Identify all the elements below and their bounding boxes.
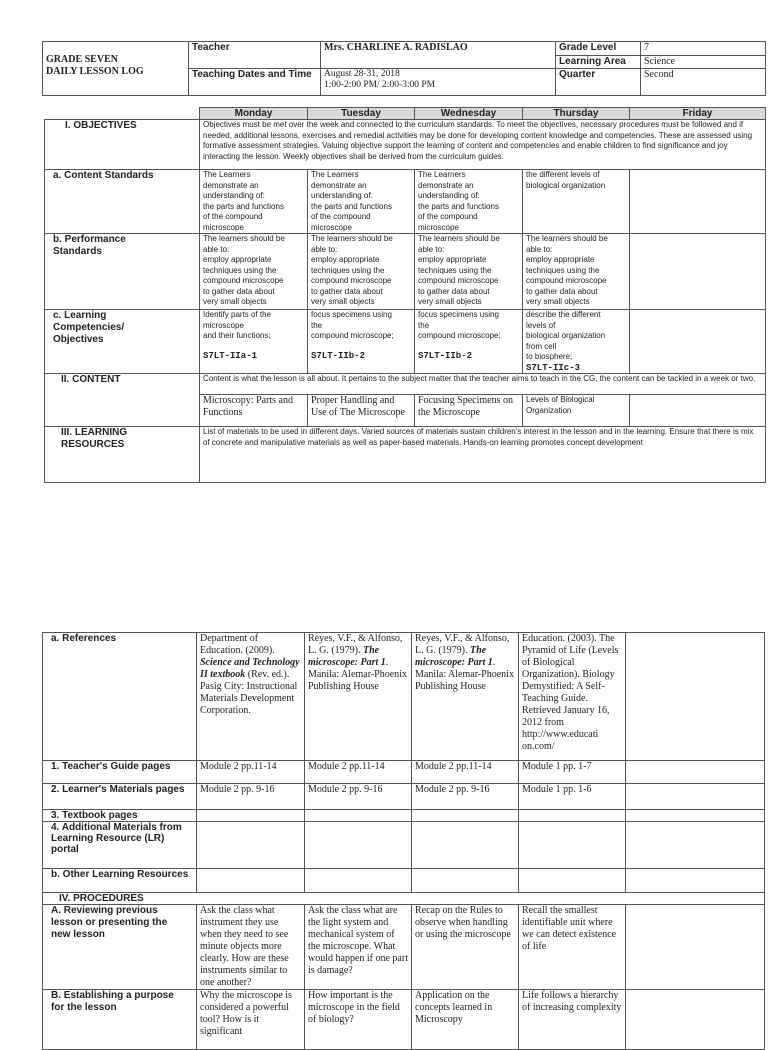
objectives-text: Objectives must be met over the week and connected to the curriculum standards. To meet the objectives, necessary procedures must be followed and if needed, additional lessons, exercises and remedial activities may be done for developing content knowledge and competencies. These are assessed using formative assessment strategies. Valuing objective support the learning of content and competencies and enable children to find significance and joy interacting the lesson. Weekly objectives shall be derived from the curriculum guides. [200, 120, 766, 170]
empty-cell [412, 822, 519, 869]
teachers-guide-cell: Module 2 pp.11-14 [412, 761, 519, 784]
content-topic-cell: Microscopy: Parts and Functions [200, 395, 308, 427]
log-title: DAILY LESSON LOG [46, 66, 144, 77]
content-standard-cell: The Learners demonstrate an understanding of: the parts and functions of the compound microscope [308, 170, 415, 234]
content-topic-cell: Proper Handling and Use of The Microscope [308, 395, 415, 427]
establishing-cell: How important is the microscope in the field of biology? [305, 990, 412, 1050]
day-friday: Friday [630, 108, 766, 120]
dates-cell [321, 69, 556, 96]
empty-cell [519, 869, 626, 893]
learners-label: 2. Learner's Materials pages [43, 784, 197, 810]
empty-cell [626, 822, 765, 869]
content-standard-cell [630, 170, 766, 234]
teachers-guide-cell: Module 1 pp. 1-7 [519, 761, 626, 784]
competency-text: describe the different levels of biological organization from cell to biosphere; [526, 310, 606, 361]
empty-cell [305, 869, 412, 893]
school-title: GRADE SEVEN [46, 54, 118, 65]
reference-text: Education. (2003). The Pyramid of Life (Levels of Biological Organization). Biology Demystified: A Self-Teaching Guide. Retrieved January 16, 2012 from http://www.educati on.com/ [522, 633, 619, 752]
learners-cell [626, 784, 765, 810]
day-header-blank [45, 108, 200, 120]
procedures-label: IV. PROCEDURES [43, 893, 765, 905]
competency-code: S7LT-IIb-2 [311, 350, 366, 361]
competency-code: S7LT-IIb-2 [418, 350, 473, 361]
content-topic-cell: Focusing Specimens on the Microscope [415, 395, 523, 427]
establishing-cell [626, 990, 765, 1050]
reviewing-cell: Ask the class what instrument they use when they need to see minute objects more clearly. How are these instruments similar to one another? [197, 905, 305, 990]
dates-label: Teaching Dates and Time [189, 69, 321, 96]
content-label: II. CONTENT [45, 374, 200, 427]
teachers-guide-cell [626, 761, 765, 784]
dates-value: August 28-31, 2018 [324, 69, 400, 79]
content-topic-cell [630, 395, 766, 427]
performance-cell: The learners should be able to: employ appropriate techniques using the compound microscope to gather data about very small objects [415, 234, 523, 310]
additional-materials-label: 4. Additional Materials from Learning Resource (LR) portal [43, 822, 197, 869]
competency-text: focus specimens using the compound microscope; [418, 310, 501, 340]
empty-cell [305, 810, 412, 822]
empty-cell [519, 822, 626, 869]
learners-cell: Module 2 pp. 9-16 [305, 784, 412, 810]
establishing-label: B. Establishing a purpose for the lesson [43, 990, 197, 1050]
content-standard-cell: The Learners demonstrate an understanding of: the parts and functions of the compound microscope [200, 170, 308, 234]
reviewing-cell: Recap on the Rules to observe when handling or using the microscope [412, 905, 519, 990]
performance-cell: The learners should be able to: employ appropriate techniques using the compound microscope to gather data about very small objects [308, 234, 415, 310]
competency-cell [630, 310, 766, 374]
competency-code: S7LT-IIc-3 [526, 362, 581, 373]
empty-cell [197, 810, 305, 822]
empty-cell [305, 822, 412, 869]
empty-cell [626, 810, 765, 822]
content-text: Content is what the lesson is all about. It pertains to the subject matter that the teacher aims to teach in the CG, the content can be tackled in a week or two. [200, 374, 766, 395]
quarter-label: Quarter [556, 69, 641, 96]
teachers-guide-cell: Module 2 pp.11-14 [305, 761, 412, 784]
reference-tail: . Manila: Alemar-Phoenix Publishing House [415, 657, 514, 692]
content-topic-cell: Levels of Biological Organization [523, 395, 630, 427]
empty-cell [412, 810, 519, 822]
content-standards-label: a. Content Standards [45, 170, 200, 234]
empty-cell [519, 810, 626, 822]
reference-text: Reyes, V.F., & Alfonso, L. G. (1979). [415, 633, 510, 656]
competency-cell [308, 310, 415, 374]
learners-cell: Module 1 pp. 1-6 [519, 784, 626, 810]
time-value: 1:00-2:00 PM/ 2:00-3:00 PM [324, 80, 436, 90]
competency-text: focus specimens using the compound microscope; [311, 310, 394, 340]
teacher-value: Mrs. CHARLINE A. RADISLAO [321, 42, 556, 69]
reviewing-cell [626, 905, 765, 990]
reference-cell [412, 633, 519, 761]
reference-tail: (Rev. ed.). Pasig City: Instructional Materials Development Corporation. [200, 669, 298, 716]
performance-cell [630, 234, 766, 310]
content-standard-cell: the different levels of biological organization [523, 170, 630, 234]
empty-cell [412, 869, 519, 893]
learners-cell: Module 2 pp. 9-16 [412, 784, 519, 810]
learners-cell: Module 2 pp. 9-16 [197, 784, 305, 810]
reference-tail: . Manila: Alemar-Phoenix Publishing House [308, 657, 407, 692]
teacher-label: Teacher [189, 42, 321, 69]
content-standard-cell: The Learners demonstrate an understanding of: the parts and functions of the compound microscope [415, 170, 523, 234]
empty-cell [197, 869, 305, 893]
references-label: a. References [43, 633, 197, 761]
establishing-cell: Application on the concepts learned in Microscopy [412, 990, 519, 1050]
quarter-value: Second [641, 69, 766, 96]
day-wednesday: Wednesday [415, 108, 523, 120]
log-title-cell [43, 42, 189, 96]
other-resources-label: b. Other Learning Resources [43, 869, 197, 893]
performance-cell: The learners should be able to: employ appropriate techniques using the compound microscope to gather data about very small objects [523, 234, 630, 310]
competency-cell [415, 310, 523, 374]
reference-cell [519, 633, 626, 761]
competency-code: S7LT-IIa-1 [203, 350, 258, 361]
day-thursday: Thursday [523, 108, 630, 120]
performance-cell: The learners should be able to: employ appropriate techniques using the compound microscope to gather data about very small objects [200, 234, 308, 310]
resources-label: III. LEARNING RESOURCES [45, 427, 200, 483]
objectives-table [44, 107, 766, 483]
competencies-label: c. Learning Competencies/ Objectives [45, 310, 200, 374]
competency-cell [523, 310, 630, 374]
textbook-label: 3. Textbook pages [43, 810, 197, 822]
learning-area-label: Learning Area [556, 56, 641, 69]
reviewing-cell: Ask the class what are the light system and mechanical system of the microscope. What would happen if one part is damage? [305, 905, 412, 990]
reference-cell [626, 633, 765, 761]
reviewing-label: A. Reviewing previous lesson or presenting the new lesson [43, 905, 197, 990]
reference-text: Reyes, V.F., & Alfonso, L. G. (1979). [308, 633, 403, 656]
reference-title: The microscope: Part 1 [415, 645, 493, 668]
day-header-row [45, 108, 766, 120]
learning-area-value: Science [641, 56, 766, 69]
reference-cell [197, 633, 305, 761]
reference-text: Department of Education. (2009). [200, 633, 275, 656]
day-tuesday: Tuesday [308, 108, 415, 120]
reference-cell [305, 633, 412, 761]
competency-text: Identify parts of the microscope and their functions; [203, 310, 272, 340]
reference-title: Science and Technology II textbook [200, 657, 300, 680]
empty-cell [197, 822, 305, 869]
competency-cell [200, 310, 308, 374]
establishing-cell: Why the microscope is considered a powerful tool? How is it significant [197, 990, 305, 1050]
empty-cell [626, 869, 765, 893]
performance-label: b. Performance Standards [45, 234, 200, 310]
header-table [42, 41, 766, 96]
establishing-cell: Life follows a hierarchy of increasing complexity [519, 990, 626, 1050]
grade-level-value: 7 [641, 42, 766, 56]
resources-procedures-table [42, 632, 765, 1050]
teachers-guide-cell: Module 2 pp.11-14 [197, 761, 305, 784]
day-monday: Monday [200, 108, 308, 120]
reviewing-cell: Recall the smallest identifiable unit where we can detect existence of life [519, 905, 626, 990]
grade-level-label: Grade Level [556, 42, 641, 56]
teachers-guide-label: 1. Teacher's Guide pages [43, 761, 197, 784]
objectives-label: I. OBJECTIVES [45, 120, 200, 170]
resources-text: List of materials to be used in different days. Varied sources of materials sustain children's interest in the lesson and in the learning. Ensure that there is mix of concrete and manipulative materials as well as paper-based materials. Hands-on learning promotes concept development [200, 427, 766, 483]
reference-title: The microscope: Part 1 [308, 645, 386, 668]
